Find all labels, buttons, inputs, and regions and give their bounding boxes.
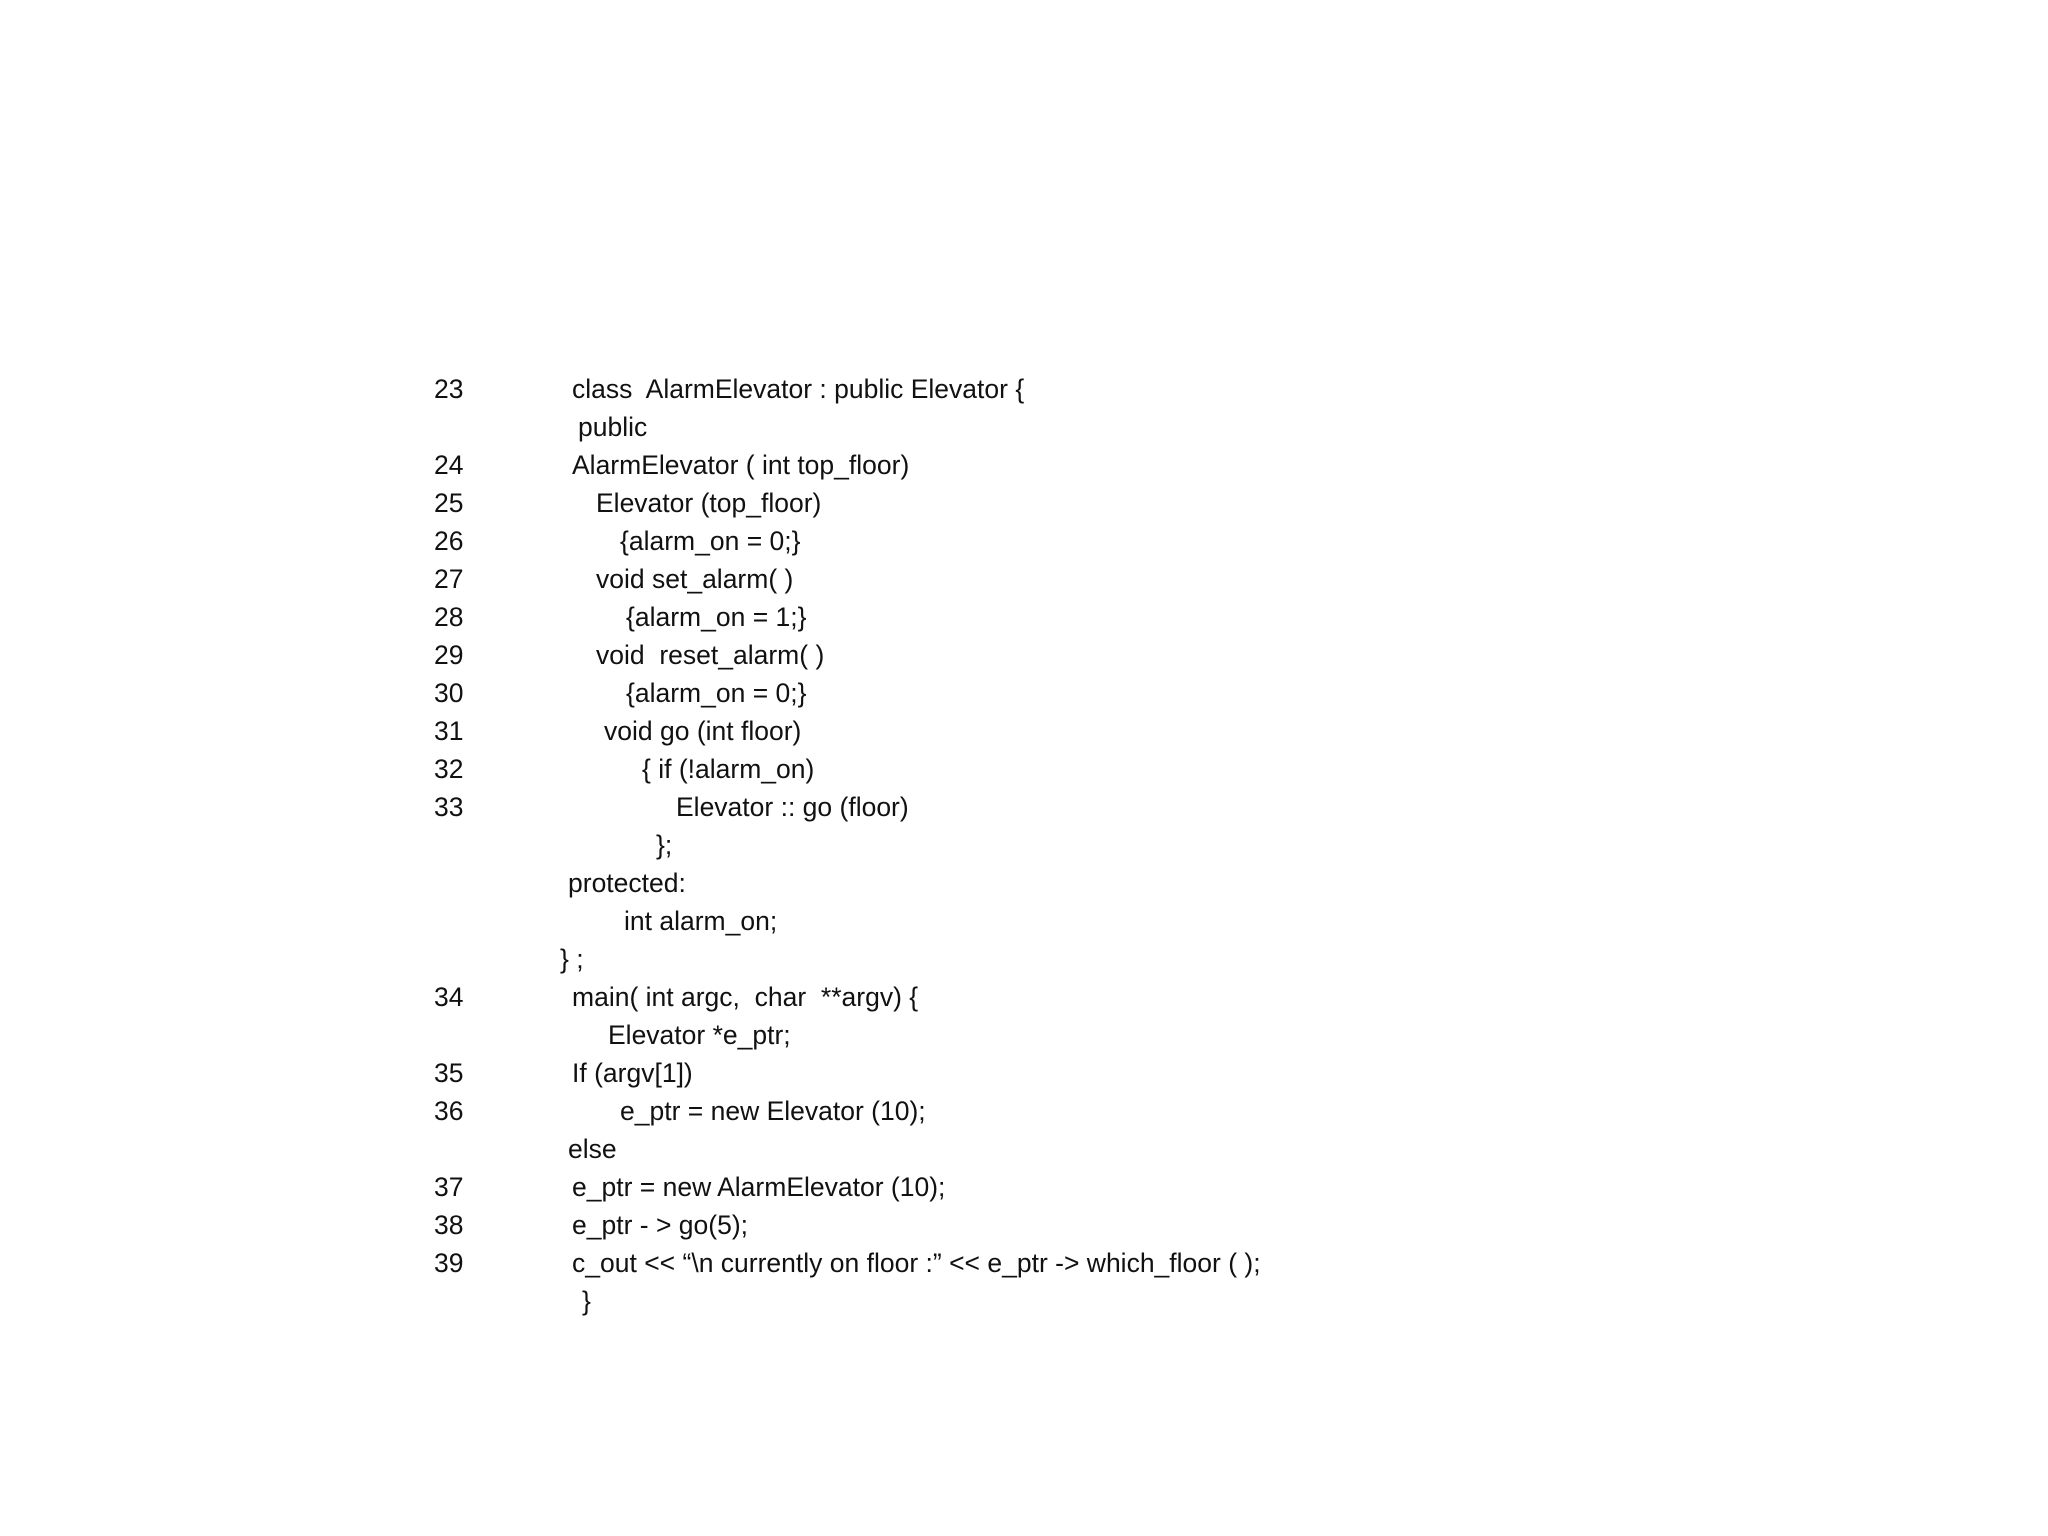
line-number: 23: [434, 374, 464, 404]
code-text: class AlarmElevator : public Elevator {: [572, 374, 1025, 404]
code-line: [0, 1206, 2048, 1244]
line-number: 30: [434, 678, 464, 708]
code-text: AlarmElevator ( int top_floor): [572, 450, 910, 480]
code-text: If (argv[1]): [572, 1058, 693, 1088]
line-number: 39: [434, 1248, 464, 1278]
code-line: [0, 864, 2048, 902]
line-number: 32: [434, 754, 464, 784]
code-text: main( int argc, char **argv) {: [572, 982, 919, 1012]
code-text: void set_alarm( ): [596, 564, 794, 594]
line-number: 29: [434, 640, 464, 670]
line-number: 24: [434, 450, 464, 480]
code-text: }: [582, 1286, 591, 1316]
code-line: [0, 788, 2048, 826]
code-line: [0, 446, 2048, 484]
code-text: Elevator (top_floor): [596, 488, 822, 518]
line-number: 31: [434, 716, 464, 746]
code-line: [0, 408, 2048, 446]
code-text: void go (int floor): [604, 716, 802, 746]
code-text: protected:: [568, 868, 686, 898]
code-line: [0, 1168, 2048, 1206]
code-line: [0, 1054, 2048, 1092]
line-number: 35: [434, 1058, 464, 1088]
code-line: [0, 1130, 2048, 1168]
line-number: 25: [434, 488, 464, 518]
line-number: 33: [434, 792, 464, 822]
code-text: Elevator :: go (floor): [676, 792, 909, 822]
code-line: [0, 902, 2048, 940]
code-line: [0, 712, 2048, 750]
code-text: e_ptr - > go(5);: [572, 1210, 749, 1240]
code-line: [0, 598, 2048, 636]
code-text: {alarm_on = 1;}: [626, 602, 807, 632]
line-number: 26: [434, 526, 464, 556]
code-text: c_out << “\n currently on floor :” << e_ptr -> which_floor ( );: [572, 1248, 1261, 1278]
code-line: [0, 522, 2048, 560]
code-text: Elevator *e_ptr;: [608, 1020, 791, 1050]
code-text: void reset_alarm( ): [596, 640, 825, 670]
code-line: [0, 750, 2048, 788]
line-number: 36: [434, 1096, 464, 1126]
code-line: [0, 978, 2048, 1016]
code-text: {alarm_on = 0;}: [626, 678, 807, 708]
code-text: else: [568, 1134, 617, 1164]
line-number: 27: [434, 564, 464, 594]
code-text: } ;: [560, 944, 584, 974]
code-line: [0, 560, 2048, 598]
code-text: e_ptr = new Elevator (10);: [620, 1096, 926, 1126]
line-number: 34: [434, 982, 464, 1012]
code-text: public: [578, 412, 648, 442]
code-line: [0, 826, 2048, 864]
code-text: {alarm_on = 0;}: [620, 526, 801, 556]
code-text: int alarm_on;: [624, 906, 778, 936]
code-text: { if (!alarm_on): [642, 754, 815, 784]
code-line: [0, 484, 2048, 522]
code-text: e_ptr = new AlarmElevator (10);: [572, 1172, 946, 1202]
code-line: [0, 1092, 2048, 1130]
code-line: [0, 370, 2048, 408]
line-number: 28: [434, 602, 464, 632]
code-line: [0, 940, 2048, 978]
code-line: [0, 1244, 2048, 1282]
code-text: };: [656, 830, 673, 860]
line-number: 38: [434, 1210, 464, 1240]
line-number: 37: [434, 1172, 464, 1202]
code-line: [0, 1016, 2048, 1054]
code-line: [0, 636, 2048, 674]
code-line: [0, 674, 2048, 712]
code-line: [0, 1282, 2048, 1320]
